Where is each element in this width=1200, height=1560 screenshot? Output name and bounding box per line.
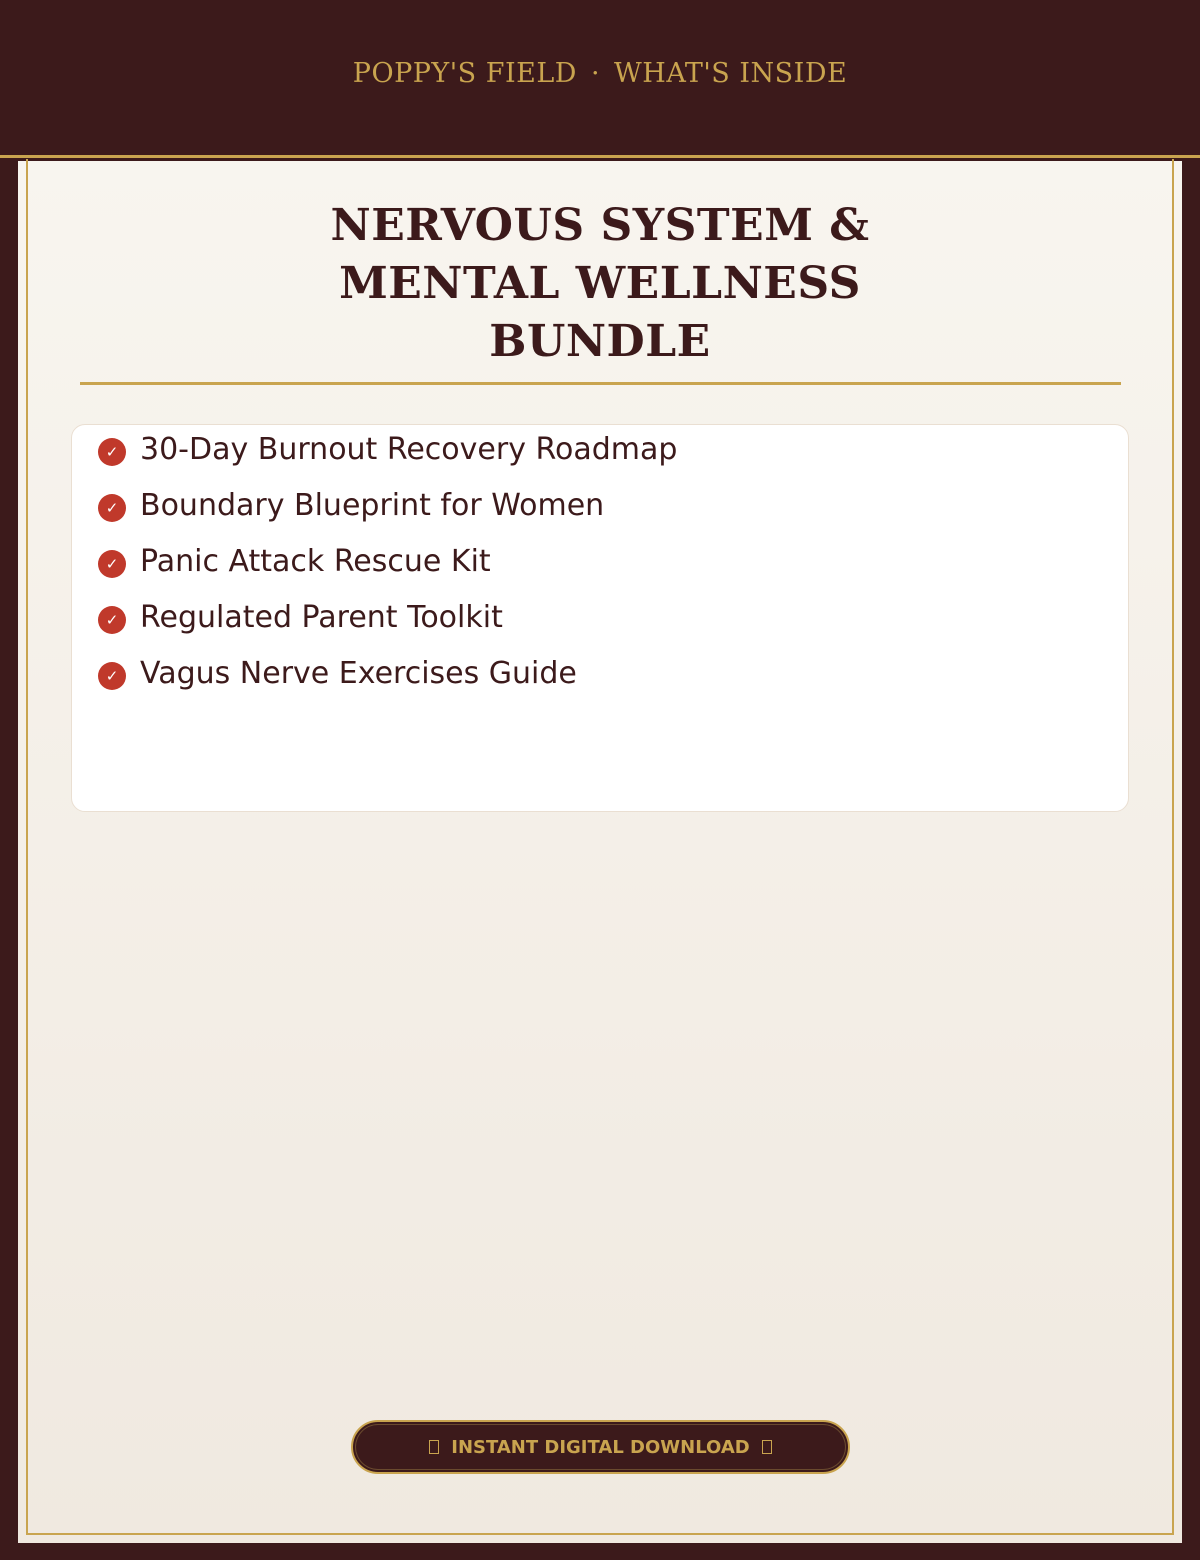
page-title [18, 197, 1182, 371]
download-icon [762, 1440, 772, 1454]
list-item-label: 30-Day Burnout Recovery Roadmap [140, 431, 678, 467]
list-item [98, 485, 604, 525]
download-icon [429, 1440, 439, 1454]
list-item-label: Vagus Nerve Exercises Guide [140, 655, 577, 691]
checkmark-icon: ✓ [98, 606, 126, 634]
instant-download-button[interactable] [351, 1420, 850, 1474]
list-item-label: Boundary Blueprint for Women [140, 487, 605, 523]
list-item [98, 541, 491, 581]
checkmark-icon: ✓ [98, 494, 126, 522]
header-title [0, 58, 1200, 89]
title-line: MENTAL WELLNESS [339, 258, 861, 309]
contents-card [71, 424, 1129, 812]
list-item-label: Panic Attack Rescue Kit [140, 543, 491, 579]
title-line: NERVOUS SYSTEM & [330, 200, 870, 251]
list-item [98, 597, 503, 637]
header-bar [0, 0, 1200, 158]
brand-name: POPPY'S FIELD [352, 58, 577, 89]
title-divider [80, 382, 1121, 385]
checkmark-icon: ✓ [98, 438, 126, 466]
content-panel [18, 161, 1182, 1543]
checkmark-icon: ✓ [98, 550, 126, 578]
header-separator: · [590, 58, 601, 89]
list-item [98, 653, 577, 693]
section-name: WHAT'S INSIDE [614, 58, 848, 89]
title-line: BUNDLE [489, 316, 711, 367]
list-item [98, 429, 677, 469]
list-item-label: Regulated Parent Toolkit [140, 599, 503, 635]
download-button-label: INSTANT DIGITAL DOWNLOAD [451, 1436, 750, 1458]
checkmark-icon: ✓ [98, 662, 126, 690]
